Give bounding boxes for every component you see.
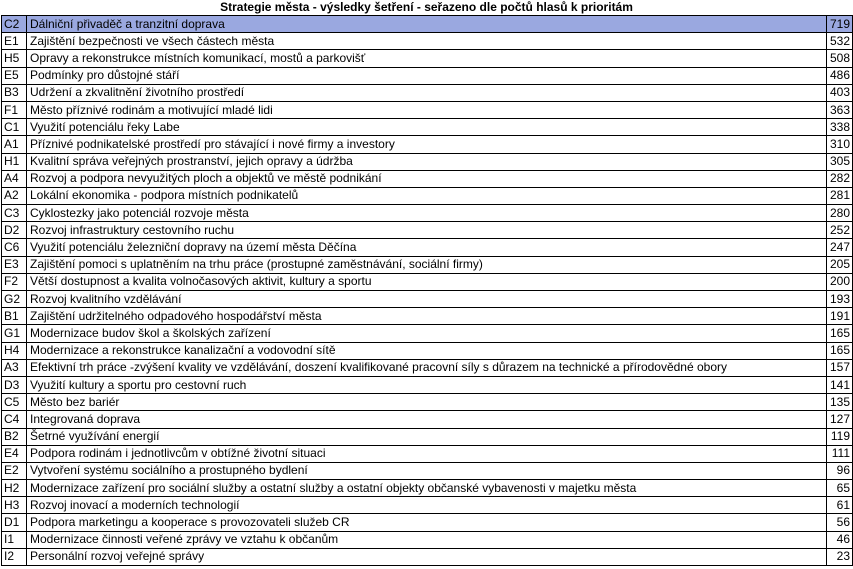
priority-name-cell: Rozvoj infrastruktury cestovního ruchu [27, 222, 827, 239]
priority-code-cell: G1 [2, 325, 27, 342]
priority-code-cell: A4 [2, 170, 27, 187]
vote-count-cell: 486 [827, 67, 853, 84]
vote-count-cell: 135 [827, 394, 853, 411]
priority-name-cell: Větší dostupnost a kvalita volnočasových aktivit, kultury a sportu [27, 273, 827, 290]
priority-name-cell: Rozvoj kvalitního vzdělávání [27, 291, 827, 308]
table-row [2, 342, 853, 359]
vote-count-cell: 127 [827, 411, 853, 428]
priority-name-cell: Dálniční přivaděč a tranzitní doprava [27, 16, 827, 33]
priority-code-cell: C2 [2, 16, 27, 33]
table-row [2, 101, 853, 118]
priority-name-cell: Využití potenciálu řeky Labe [27, 119, 827, 136]
priority-code-cell: H4 [2, 342, 27, 359]
table-row [2, 376, 853, 393]
vote-count-cell: 23 [827, 548, 853, 565]
table-row [2, 239, 853, 256]
table-row [2, 325, 853, 342]
priority-code-cell: E1 [2, 33, 27, 50]
priority-code-cell: A1 [2, 136, 27, 153]
vote-count-cell: 191 [827, 308, 853, 325]
table-row [2, 187, 853, 204]
priority-name-cell: Město příznivé rodinám a motivující mladé lidi [27, 101, 827, 118]
table-row [2, 50, 853, 67]
priority-code-cell: E4 [2, 445, 27, 462]
table-row [2, 394, 853, 411]
table-row [2, 531, 853, 548]
vote-count-cell: 119 [827, 428, 853, 445]
priority-name-cell: Modernizace činnosti veřené zprávy ve vztahu k občanům [27, 531, 827, 548]
priority-code-cell: C1 [2, 119, 27, 136]
priority-code-cell: H2 [2, 480, 27, 497]
vote-count-cell: 532 [827, 33, 853, 50]
priority-name-cell: Zajištění pomoci s uplatněním na trhu práce (prostupné zaměstnávání, sociální firmy) [27, 256, 827, 273]
vote-count-cell: 56 [827, 514, 853, 531]
vote-count-cell: 252 [827, 222, 853, 239]
priority-code-cell: E2 [2, 462, 27, 479]
priority-name-cell: Opravy a rekonstrukce místních komunikací, mostů a parkovišť [27, 50, 827, 67]
table-row [2, 84, 853, 101]
priority-code-cell: H3 [2, 497, 27, 514]
priority-name-cell: Město bez bariér [27, 394, 827, 411]
priority-name-cell: Šetrné využívání energií [27, 428, 827, 445]
priority-name-cell: Vytvoření systému sociálního a prostupného bydlení [27, 462, 827, 479]
priority-code-cell: C4 [2, 411, 27, 428]
table-row [2, 411, 853, 428]
priority-name-cell: Využití potenciálu železniční dopravy na území města Děčína [27, 239, 827, 256]
priority-code-cell: F1 [2, 101, 27, 118]
table-row [2, 222, 853, 239]
vote-count-cell: 247 [827, 239, 853, 256]
vote-count-cell: 111 [827, 445, 853, 462]
priority-name-cell: Rozvoj a podpora nevyužitých ploch a objektů ve městě podnikání [27, 170, 827, 187]
table-row [2, 170, 853, 187]
table-row [2, 497, 853, 514]
priority-code-cell: C6 [2, 239, 27, 256]
priority-name-cell: Modernizace zařízení pro sociální služby a ostatní služby a ostatní objekty občanské vybavenosti v majetku města [27, 480, 827, 497]
table-row [2, 256, 853, 273]
table-row [2, 33, 853, 50]
table-row [2, 291, 853, 308]
table-title: Strategie města - výsledky šetření - seřazeno dle počtů hlasů k prioritám [220, 0, 633, 14]
table-row [2, 445, 853, 462]
vote-count-cell: 282 [827, 170, 853, 187]
priority-name-cell: Zajištění udržitelného odpadového hospodářství města [27, 308, 827, 325]
vote-count-cell: 310 [827, 136, 853, 153]
priority-code-cell: B1 [2, 308, 27, 325]
vote-count-cell: 508 [827, 50, 853, 67]
priority-code-cell: A3 [2, 359, 27, 376]
priority-code-cell: I2 [2, 548, 27, 565]
priority-name-cell: Využití kultury a sportu pro cestovní ruch [27, 376, 827, 393]
table-row [2, 480, 853, 497]
vote-count-cell: 46 [827, 531, 853, 548]
priority-code-cell: D1 [2, 514, 27, 531]
priority-code-cell: I1 [2, 531, 27, 548]
priority-name-cell: Modernizace budov škol a školských zařízení [27, 325, 827, 342]
priority-name-cell: Modernizace a rekonstrukce kanalizační a vodovodní sítě [27, 342, 827, 359]
vote-count-cell: 165 [827, 342, 853, 359]
table-row [2, 153, 853, 170]
vote-count-cell: 96 [827, 462, 853, 479]
priority-name-cell: Efektivní trh práce -zvýšení kvality ve vzdělávání, doszení kvalifikované pracovní síly s důrazem na technické a přírodovědné obory [27, 359, 827, 376]
priority-name-cell: Podpora marketingu a kooperace s provozovateli služeb CR [27, 514, 827, 531]
priority-code-cell: C5 [2, 394, 27, 411]
priority-code-cell: D2 [2, 222, 27, 239]
vote-count-cell: 193 [827, 291, 853, 308]
priority-code-cell: D3 [2, 376, 27, 393]
priorities-table [1, 15, 853, 566]
vote-count-cell: 338 [827, 119, 853, 136]
table-row [2, 514, 853, 531]
priority-name-cell: Kvalitní správa veřejných prostranství, jejich opravy a údržba [27, 153, 827, 170]
priority-name-cell: Cyklostezky jako potenciál rozvoje města [27, 205, 827, 222]
priority-name-cell: Udržení a zkvalitnění životního prostředí [27, 84, 827, 101]
priority-name-cell: Podpora rodinám i jednotlivcům v obtížné životní situaci [27, 445, 827, 462]
priority-name-cell: Personální rozvoj veřejné správy [27, 548, 827, 565]
priority-code-cell: H1 [2, 153, 27, 170]
priority-name-cell: Příznivé podnikatelské prostředí pro stávající i nové firmy a investory [27, 136, 827, 153]
vote-count-cell: 65 [827, 480, 853, 497]
table-row [2, 548, 853, 565]
priority-name-cell: Zajištění bezpečnosti ve všech částech města [27, 33, 827, 50]
priority-code-cell: F2 [2, 273, 27, 290]
priority-code-cell: H5 [2, 50, 27, 67]
priority-code-cell: E3 [2, 256, 27, 273]
priority-code-cell: C3 [2, 205, 27, 222]
vote-count-cell: 165 [827, 325, 853, 342]
table-row [2, 273, 853, 290]
priority-name-cell: Integrovaná doprava [27, 411, 827, 428]
vote-count-cell: 719 [827, 16, 853, 33]
priority-name-cell: Rozvoj inovací a moderních technologií [27, 497, 827, 514]
vote-count-cell: 157 [827, 359, 853, 376]
vote-count-cell: 141 [827, 376, 853, 393]
priority-name-cell: Lokální ekonomika - podpora místních podnikatelů [27, 187, 827, 204]
vote-count-cell: 403 [827, 84, 853, 101]
table-row [2, 205, 853, 222]
vote-count-cell: 61 [827, 497, 853, 514]
priorities-table-body [2, 16, 853, 566]
vote-count-cell: 280 [827, 205, 853, 222]
vote-count-cell: 305 [827, 153, 853, 170]
priority-code-cell: B3 [2, 84, 27, 101]
table-row [2, 136, 853, 153]
priority-code-cell: A2 [2, 187, 27, 204]
priority-code-cell: G2 [2, 291, 27, 308]
table-row [2, 462, 853, 479]
priority-name-cell: Podmínky pro důstojné stáří [27, 67, 827, 84]
table-row [2, 359, 853, 376]
priority-code-cell: B2 [2, 428, 27, 445]
table-row [2, 16, 853, 33]
vote-count-cell: 200 [827, 273, 853, 290]
table-row [2, 428, 853, 445]
table-row [2, 67, 853, 84]
vote-count-cell: 205 [827, 256, 853, 273]
table-row [2, 308, 853, 325]
table-row [2, 119, 853, 136]
priority-code-cell: E5 [2, 67, 27, 84]
vote-count-cell: 281 [827, 187, 853, 204]
vote-count-cell: 363 [827, 101, 853, 118]
